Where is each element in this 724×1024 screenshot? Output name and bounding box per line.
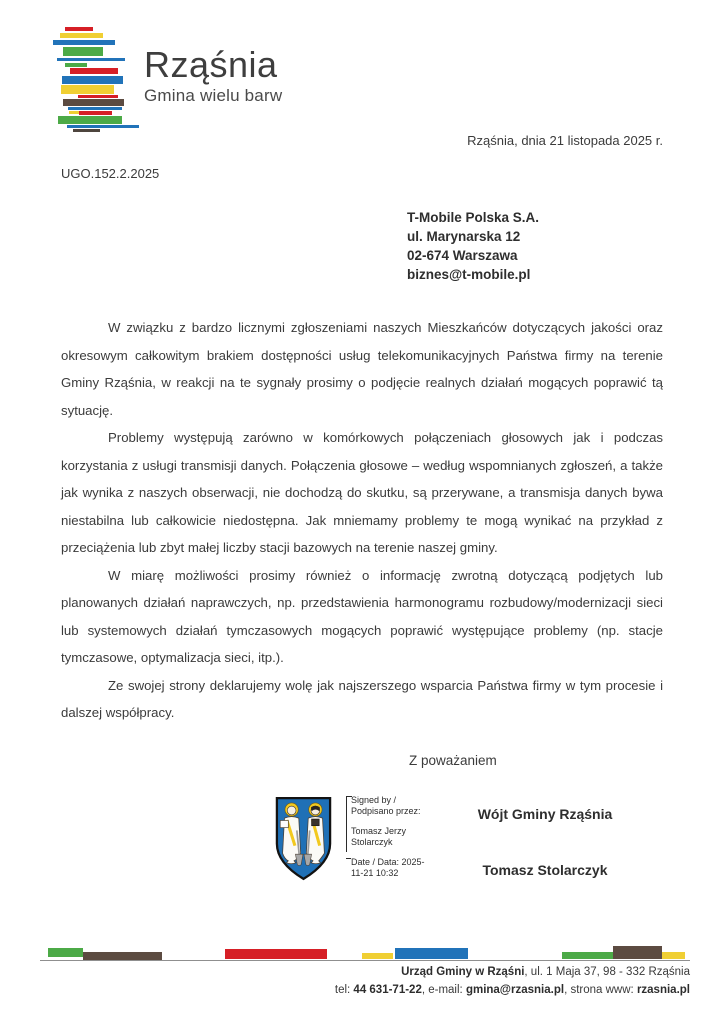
stamp-signed-by-en: Signed by / (351, 794, 397, 805)
color-bar (65, 63, 87, 67)
letter-body (61, 314, 663, 727)
color-bar (73, 129, 100, 132)
color-bar (63, 47, 103, 56)
color-bar (70, 68, 118, 74)
footer-contact (335, 964, 690, 999)
digital-signature-stamp (346, 795, 433, 879)
footer-office-name: Urząd Gminy w Rząśni (401, 966, 525, 978)
recipient-address (407, 208, 663, 284)
signature-block (275, 793, 663, 882)
color-bar (562, 952, 613, 959)
recipient-name: T-Mobile Polska S.A. (407, 210, 540, 225)
reference-number: UGO.152.2.2025 (61, 166, 160, 181)
recipient-email: biznes@t-mobile.pl (407, 267, 531, 282)
footer-color-bars (40, 946, 690, 961)
color-bar (65, 27, 93, 31)
logo-text (144, 46, 282, 105)
color-bar (58, 116, 122, 124)
color-bar (83, 952, 162, 960)
footer-email-label: , e-mail: (421, 983, 466, 996)
paragraph-3: W miarę możliwości prosimy również o informację zwrotną dotyczącą podjętych lub planowanych działań naprawczych, np. przedstawienia harmonogramu rozbudowy/modernizacji sieci lub systemowych działań tymczasowych mogących poprawić występujące problemy (np. stacje tymczasowe, optymalizacja sieci, itp.). (61, 567, 663, 665)
logo-title: Rząśnia (144, 44, 278, 85)
footer-www-address: rzasnia.pl (636, 983, 690, 996)
color-bar (62, 76, 123, 84)
signatory-title: Wójt Gminy Rząśnia (477, 805, 613, 822)
coat-of-arms-rzasnia (275, 796, 332, 882)
color-bar (63, 99, 124, 106)
gmina-rzasnia-logo (45, 27, 145, 132)
paragraph-2: Problemy występują zarówno w komórkowych połączeniach głosowych jak i podczas korzystania z usługi transmisji danych. Połączenia głosowe – według wspomnianych zgłoszeń, a także jak wynika z naszych obserwacji, nie dochodzą do skutku, są przerywane, a transmisja danych bywa niestabilna lub całkowicie niedostępna. Jak mniemamy problemy te mogą wynikać na przykład z przeciążenia lub zbyt małej liczby stacji bazowych na terenie naszej gminy. (61, 430, 663, 555)
color-bar (79, 111, 112, 115)
color-bar (53, 40, 115, 45)
recipient-city: 02-674 Warszawa (407, 248, 518, 263)
footer-address-line (335, 964, 690, 982)
color-bar (78, 95, 118, 98)
color-bar (662, 952, 685, 959)
footer-tel-number: 44 631-71-22 (353, 983, 422, 996)
signatory-name: Tomasz Stolarczyk (482, 861, 608, 878)
paragraph-1: W związku z bardzo licznymi zgłoszeniami naszych Mieszkańców dotyczących jakości oraz okresowym całkowitym brakiem dostępności usług telekomunikacyjnych Państwa firmy na terenie Gminy Rząśnia, w reakcji na te sygnały prosimy o podjęcie realnych działań mogących poprawić tą sytuację. (61, 320, 663, 418)
signatory (433, 793, 657, 878)
closing-salutation: Z poważaniem (409, 752, 497, 768)
paragraph-4: Ze swojej strony deklarujemy wolę jak najszerszego wsparcia Państwa firmy w tym procesie i dalszej współpracy. (61, 677, 663, 720)
footer-tel-label: tel: (334, 983, 354, 996)
footer-www-label: , strona www: (564, 983, 637, 996)
stamp-signed-by-pl: Podpisano przez: (351, 805, 421, 816)
stamp-signer-first-names: Tomasz Jerzy (351, 825, 407, 836)
recipient-street: ul. Marynarska 12 (407, 229, 521, 244)
footer-email-address: gmina@rzasnia.pl (465, 983, 565, 996)
logo-subtitle: Gmina wielu barw (144, 86, 283, 105)
stamp-date-line-2: 11-21 10:32 (351, 867, 399, 878)
color-bar (60, 33, 103, 38)
stamp-date-line-1: Date / Data: 2025- (351, 856, 425, 867)
color-bar (61, 85, 114, 94)
color-bar (362, 953, 393, 959)
color-bar (68, 107, 122, 110)
footer-contact-line (335, 982, 690, 1000)
color-bar (225, 949, 327, 959)
date-line: Rząśnia, dnia 21 listopada 2025 r. (467, 133, 663, 148)
letterhead (45, 27, 283, 132)
color-bar (395, 948, 468, 959)
footer-address-rest: , ul. 1 Maja 37, 98 - 332 Rząśnia (524, 966, 690, 978)
color-bar (67, 125, 139, 128)
stamp-signer-last-name: Stolarczyk (351, 836, 393, 847)
color-bar (613, 946, 662, 959)
color-bar (48, 948, 83, 957)
color-bar (57, 58, 125, 61)
